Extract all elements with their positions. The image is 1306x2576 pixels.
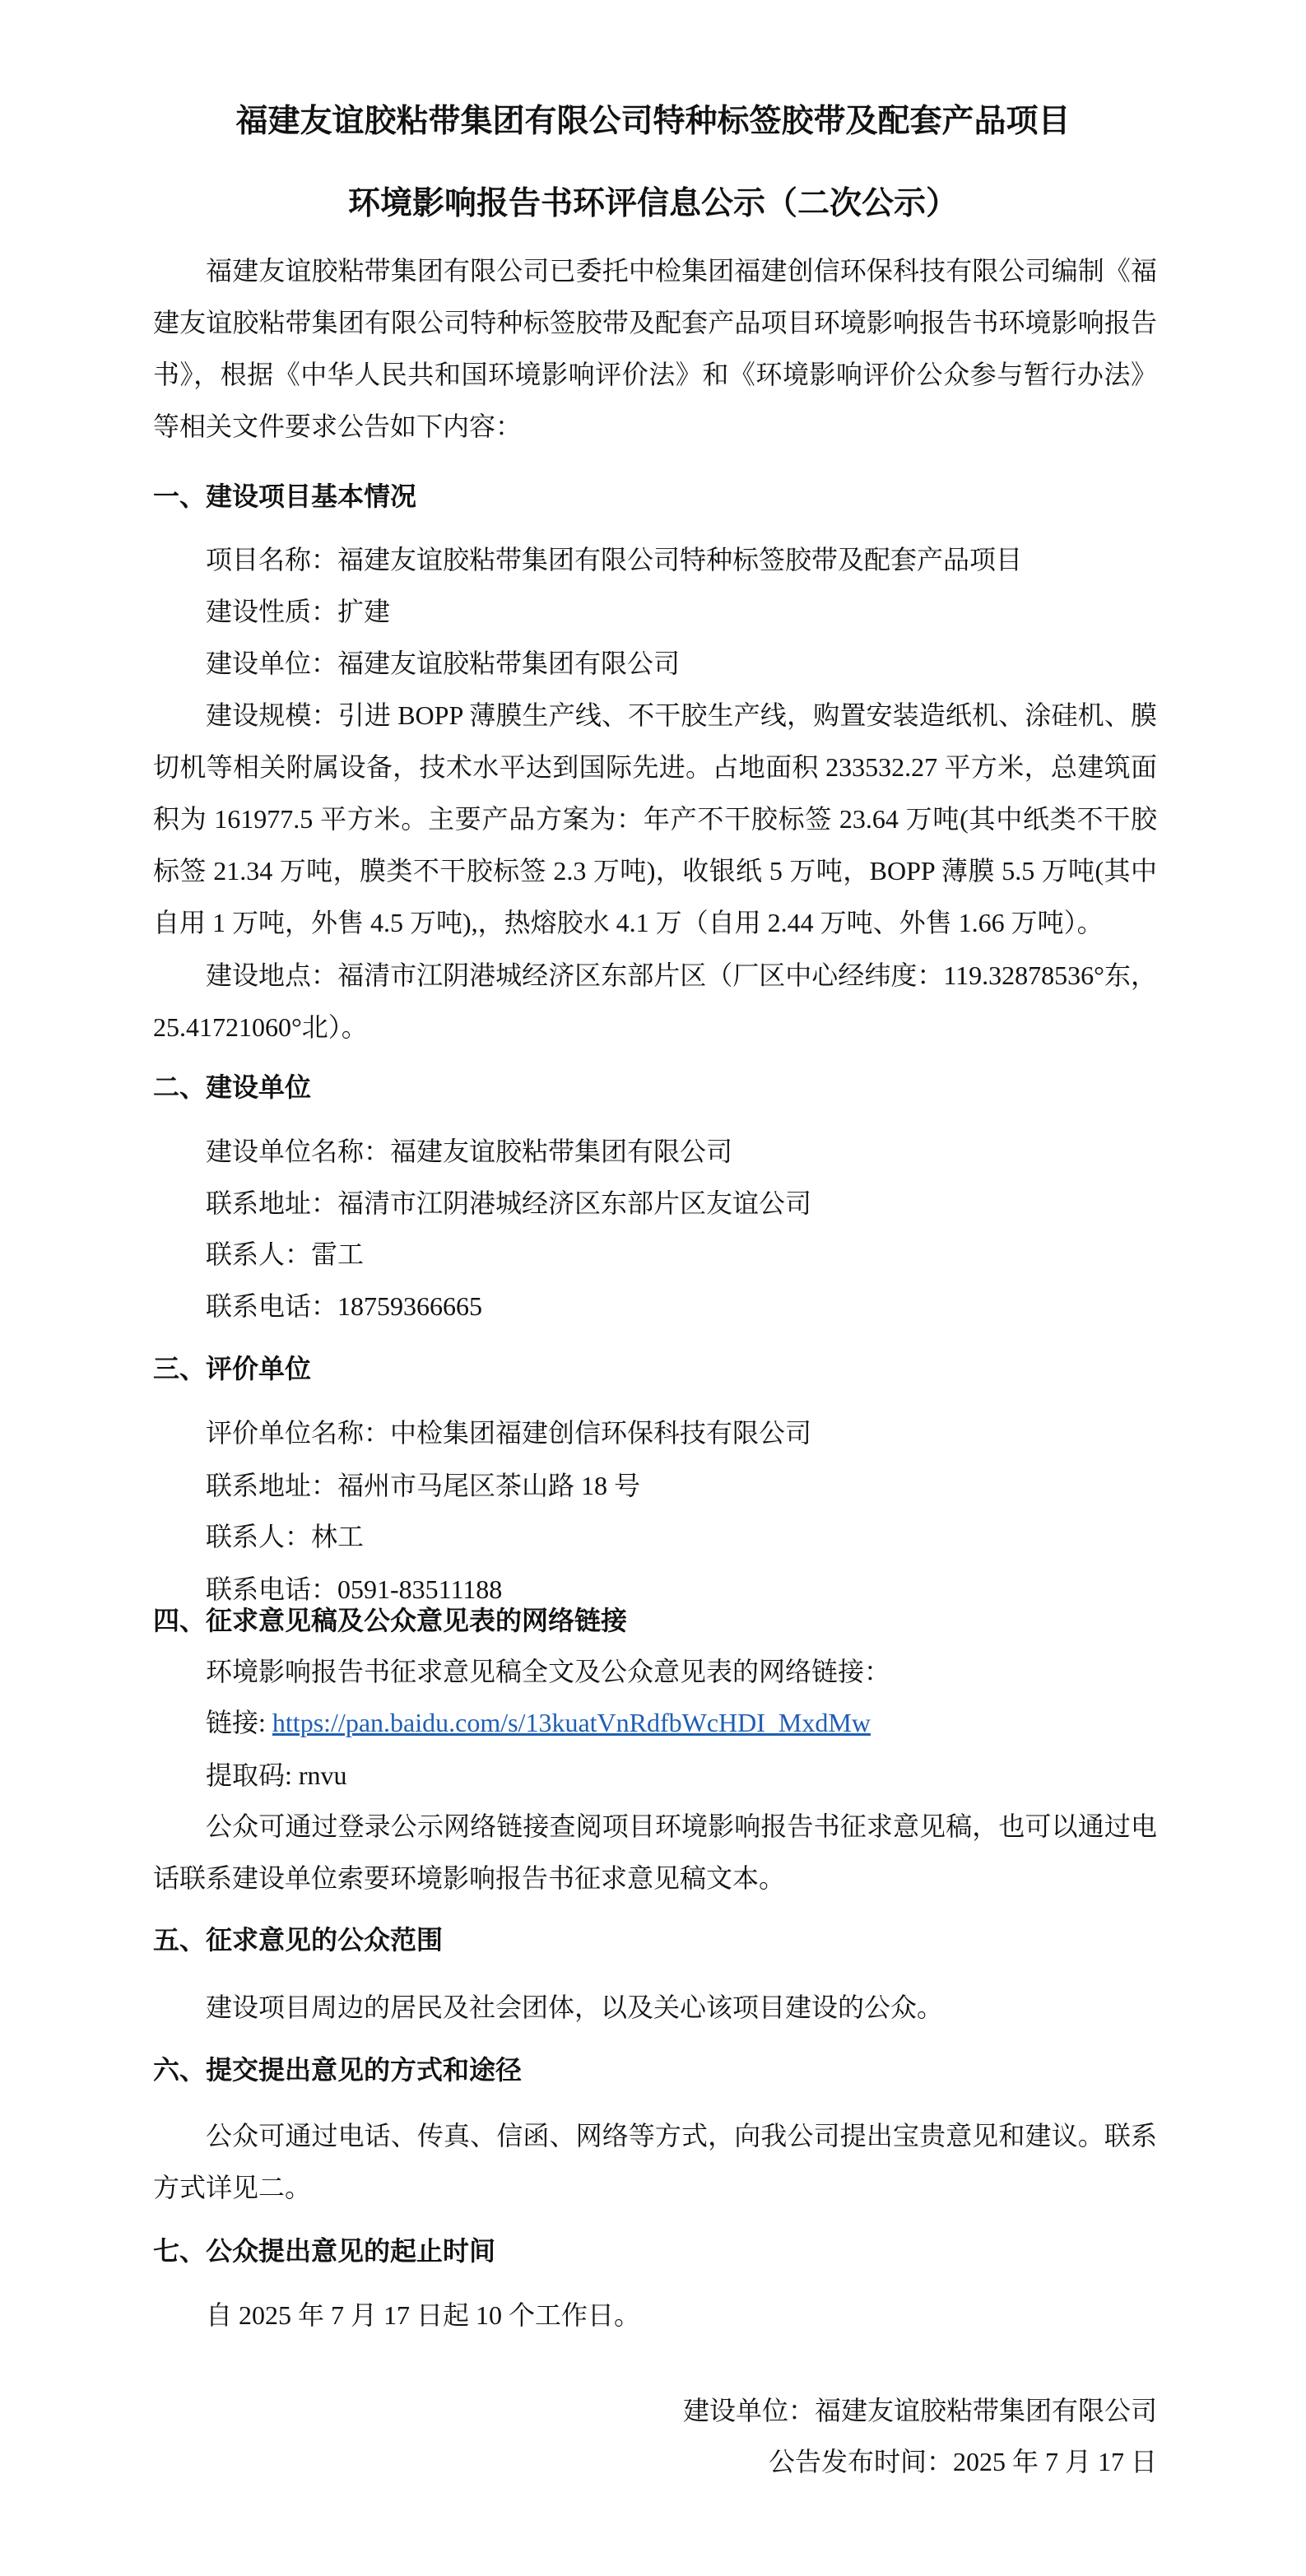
title-line-2: 环境影响报告书环评信息公示（二次公示） xyxy=(347,186,958,221)
intro-paragraph: 福建友谊胶粘带集团有限公司已委托中检集团福建创信环保科技有限公司编制《福建友谊胶粘带集团有限公司特种标签胶带及配套产品项目环境影响报告书环境影响报告书》，根据《中华人民共和国环境影响评价法》和《环境影响评价公众参与暂行办法》等相关文件要求公告如下内容： xyxy=(153,256,1157,441)
evaluator-contact: 联系人：林工 xyxy=(206,1522,365,1551)
signature-unit: 建设单位：福建友谊胶粘带集团有限公司 xyxy=(682,2396,1157,2425)
link-note: 公众可通过登录公示网络链接查阅项目环境影响报告书征求意见稿，也可以通过电话联系建设单位索要环境影响报告书征求意见稿文本。 xyxy=(153,1811,1157,1893)
builder-name: 建设单位名称：福建友谊胶粘带集团有限公司 xyxy=(206,1137,733,1166)
builder-phone: 联系电话：18759366665 xyxy=(206,1291,483,1321)
feedback-methods: 公众可通过电话、传真、信函、网络等方式，向我公司提出宝贵意见和建议。联系方式详见二。 xyxy=(153,2121,1157,2202)
link-line xyxy=(153,1697,1157,1749)
signature-date: 公告发布时间：2025 年 7 月 17 日 xyxy=(768,2447,1157,2476)
section4-heading: 四、征求意见稿及公众意见表的网络链接 xyxy=(153,1606,628,1635)
section2-heading: 二、建设单位 xyxy=(153,1072,312,1102)
evaluator-address: 联系地址：福州市马尾区茶山路 18 号 xyxy=(206,1471,641,1500)
project-nature: 建设性质：扩建 xyxy=(206,597,391,626)
evaluator-name: 评价单位名称：中检集团福建创信环保科技有限公司 xyxy=(206,1418,812,1448)
link-intro: 环境影响报告书征求意见稿全文及公众意见表的网络链接： xyxy=(206,1657,891,1686)
builder-address: 联系地址：福清市江阴港城经济区东部片区友谊公司 xyxy=(206,1188,812,1218)
section5-heading: 五、征求意见的公众范围 xyxy=(153,1925,444,1955)
evaluator-phone: 联系电话：0591-83511188 xyxy=(206,1574,503,1604)
project-scale: 建设规模：引进 BOPP 薄膜生产线、不干胶生产线，购置安装造纸机、涂硅机、膜切机等相关附属设备，技术水平达到国际先进。占地面积 233532.27 平方米，总建筑面积为 161977.5 平方米。主要产品方案为：年产不干胶标签 23.64 万吨(其中纸类不干胶标签 21.34 万吨，膜类不干胶标签 2.3 万吨)，收银纸 5 万吨，BOPP 薄膜 5.5 万吨(其中自用 1 万吨，外售 4.5 万吨),，热熔胶水 4.1 万（自用 2.44 万吨、外售 1.66 万吨）。 xyxy=(153,700,1157,937)
link-label: 链接: xyxy=(206,1708,272,1737)
extraction-code: 提取码: rnvu xyxy=(206,1760,347,1790)
project-unit: 建设单位：福建友谊胶粘带集团有限公司 xyxy=(206,649,681,678)
section3-heading: 三、评价单位 xyxy=(153,1354,312,1383)
builder-contact: 联系人：雷工 xyxy=(206,1239,365,1269)
section1-heading: 一、建设项目基本情况 xyxy=(153,481,417,511)
project-name: 项目名称：福建友谊胶粘带集团有限公司特种标签胶带及配套产品项目 xyxy=(206,545,1023,574)
project-location: 建设地点：福清市江阴港城经济区东部片区（厂区中心经纬度：119.32878536°东，25.41721060°北）。 xyxy=(153,960,1157,1042)
title-line-1: 福建友谊胶粘带集团有限公司特种标签胶带及配套产品项目 xyxy=(235,104,1071,139)
section7-heading: 七、公众提出意见的起止时间 xyxy=(153,2236,496,2266)
feedback-period: 自 2025 年 7 月 17 日起 10 个工作日。 xyxy=(206,2300,641,2330)
public-scope: 建设项目周边的居民及社会团体，以及关心该项目建设的公众。 xyxy=(206,1992,944,2022)
section6-heading: 六、提交提出意见的方式和途径 xyxy=(153,2055,523,2085)
download-link[interactable]: https://pan.baidu.com/s/13kuatVnRdfbWcHDI_MxdMw xyxy=(272,1708,871,1737)
